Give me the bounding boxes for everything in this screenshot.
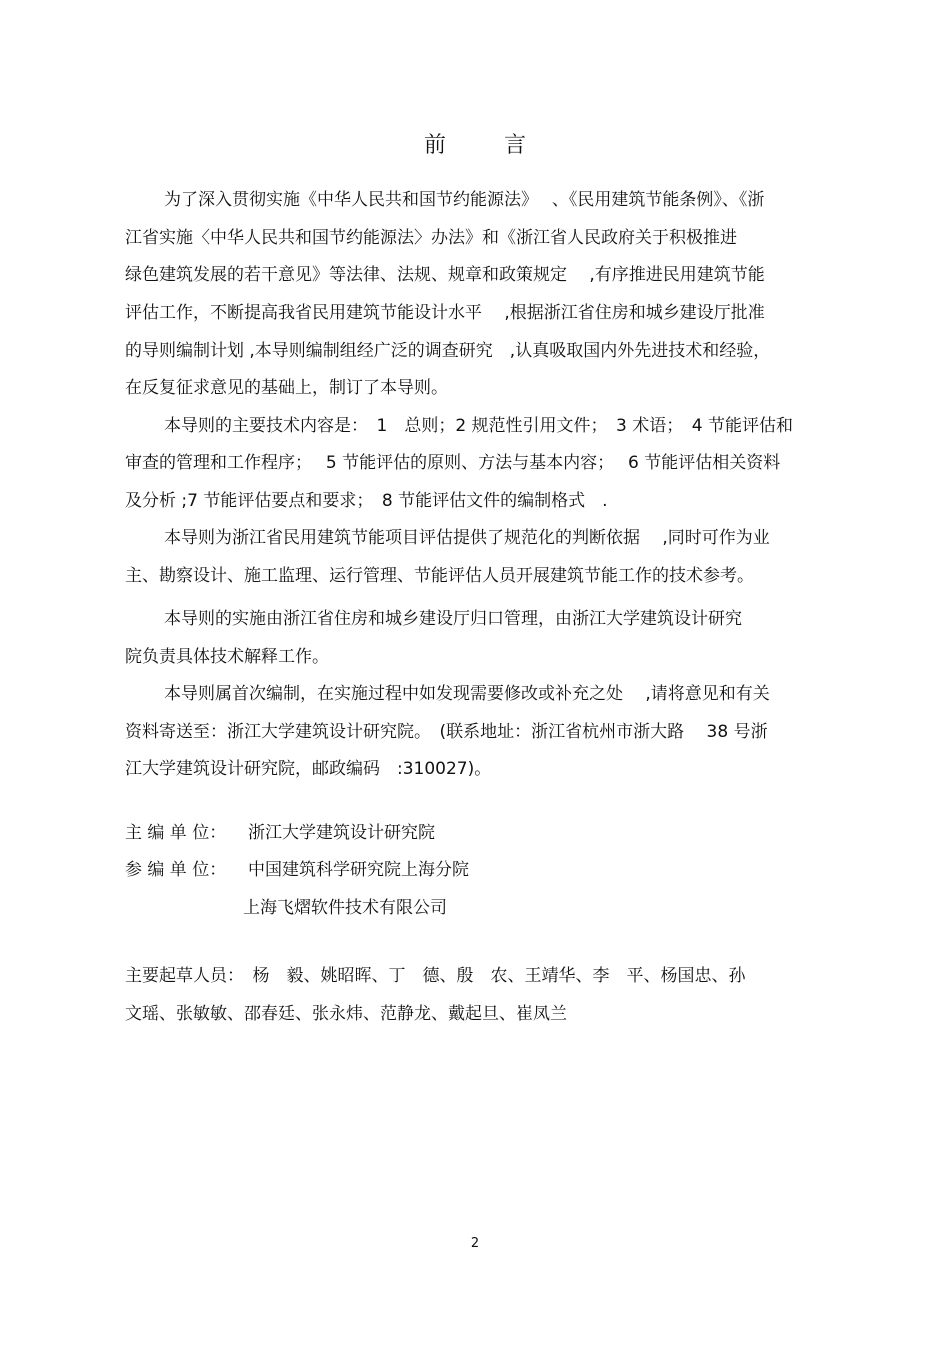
para2-line-3: 及分析 ;7 节能评估要点和要求； 8 节能评估文件的编制格式 .	[125, 491, 608, 511]
drafters-line-2: 文瑶、张敏敏、邵春廷、张永炜、范静龙、戴起旦、崔凤兰	[125, 1004, 567, 1024]
para5-line-2: 资料寄送至：浙江大学建筑设计研究院。 (联系地址：浙江省杭州市浙大路 38 号浙	[125, 722, 768, 742]
para1-line-3: 绿色建筑发展的若干意见》等法律、法规、规章和政策规定 ,有序推进民用建筑节能	[125, 265, 765, 285]
page-number: 2	[470, 1236, 480, 1251]
para4-line-2: 院负责具体技术解释工作。	[125, 647, 329, 667]
title-char-1: 前	[423, 133, 446, 158]
drafters-line-1: 主要起草人员： 杨 毅、姚昭晖、丁 德、殷 农、王靖华、李 平、杨国忠、孙	[125, 966, 746, 986]
co-editor-value-1: 中国建筑科学研究院上海分院	[248, 860, 469, 880]
para1-line-6: 在反复征求意见的基础上，制订了本导则。	[125, 378, 448, 398]
para4-line-1: 本导则的实施由浙江省住房和城乡建设厅归口管理，由浙江大学建筑设计研究	[164, 609, 742, 629]
title-char-2: 言	[504, 133, 527, 158]
para2-line-1: 本导则的主要技术内容是： 1 总则；2 规范性引用文件； 3 术语； 4 节能评估和	[164, 416, 793, 436]
para2-line-2: 审查的管理和工作程序； 5 节能评估的原则、方法与基本内容； 6 节能评估相关资料	[125, 453, 781, 473]
para3-line-2: 主、勘察设计、施工监理、运行管理、节能评估人员开展建筑节能工作的技术参考。	[125, 566, 754, 586]
co-editor-label: 参 编 单 位：	[125, 860, 227, 880]
para1-line-2: 江省实施〈中华人民共和国节约能源法〉办法》和《浙江省人民政府关于积极推进	[125, 228, 737, 248]
para5-line-1: 本导则属首次编制，在实施过程中如发现需要修改或补充之处 ,请将意见和有关	[164, 684, 770, 704]
para3-line-1: 本导则为浙江省民用建筑节能项目评估提供了规范化的判断依据 ,同时可作为业	[164, 528, 770, 548]
chief-editor-value: 浙江大学建筑设计研究院	[248, 823, 435, 843]
para1-line-1: 为了深入贯彻实施《中华人民共和国节约能源法》 、《民用建筑节能条例》、《浙	[164, 190, 765, 210]
para5-line-3: 江大学建筑设计研究院，邮政编码 :310027)。	[125, 759, 492, 779]
page-title	[0, 128, 950, 159]
chief-editor-label: 主 编 单 位：	[125, 823, 227, 843]
para1-line-5: 的导则编制计划 ,本导则编制组经广泛的调查研究 ,认真吸取国内外先进技术和经验，	[125, 341, 771, 361]
para1-line-4: 评估工作，不断提高我省民用建筑节能设计水平 ,根据浙江省住房和城乡建设厅批准	[125, 303, 765, 323]
co-editor-value-2: 上海飞熠软件技术有限公司	[243, 898, 447, 918]
